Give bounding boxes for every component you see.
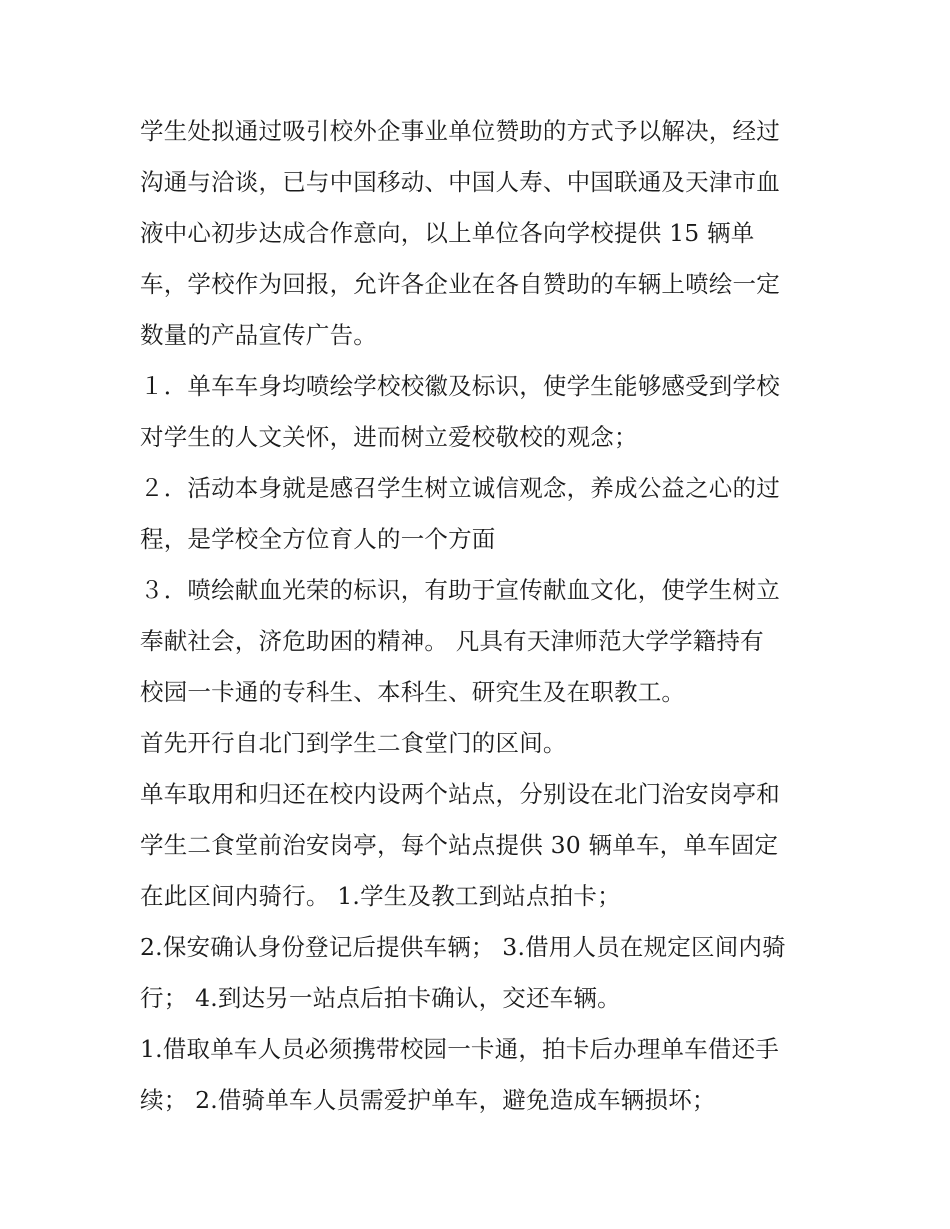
text-line: 奉献社会，济危助困的精神。 凡具有天津师范大学学籍持有 xyxy=(140,627,764,655)
text-line: 校园一卡通的专科生、本科生、研究生及在职教工。 xyxy=(140,678,686,706)
text-line: 车，学校作为回报，允许各企业在各自赞助的车辆上喷绘一定 xyxy=(140,270,780,298)
list-item-1: １．单车车身均喷绘学校校徽及标识，使学生能够感受到学校 xyxy=(140,372,780,400)
list-item-2: ２．活动本身就是感召学生树立诚信观念，养成公益之心的过 xyxy=(140,474,780,502)
text-line: 程，是学校全方位育人的一个方面 xyxy=(140,525,496,553)
text-line: 续； 2.借骑单车人员需爱护单车，避免造成车辆损坏； xyxy=(140,1086,716,1114)
text-line: 在此区间内骑行。 1.学生及教工到站点拍卡； xyxy=(140,882,621,910)
text-line: 行； 4.到达另一站点后拍卡确认，交还车辆。 xyxy=(140,984,621,1012)
text-line: 单车取用和归还在校内设两个站点，分别设在北门治安岗亭和 xyxy=(140,780,780,808)
text-line: 学生二食堂前治安岗亭，每个站点提供 30 辆单车，单车固定 xyxy=(140,831,779,859)
text-line: 数量的产品宣传广告。 xyxy=(140,321,377,349)
document-body xyxy=(140,106,830,1126)
text-line: 首先开行自北门到学生二食堂门的区间。 xyxy=(140,729,567,757)
text-line: 沟通与洽谈，已与中国移动、中国人寿、中国联通及天津市血 xyxy=(140,168,780,196)
list-item-3: ３．喷绘献血光荣的标识，有助于宣传献血文化，使学生树立 xyxy=(140,576,780,604)
text-line: 1.借取单车人员必须携带校园一卡通，拍卡后办理单车借还手 xyxy=(140,1035,780,1063)
text-line: 学生处拟通过吸引校外企事业单位赞助的方式予以解决，经过 xyxy=(140,117,780,145)
text-line: 2.保安确认身份登记后提供车辆； 3.借用人员在规定区间内骑 xyxy=(140,933,786,961)
text-line: 对学生的人文关怀，进而树立爱校敬校的观念； xyxy=(140,423,638,451)
text-line: 液中心初步达成合作意向，以上单位各向学校提供 15 辆单 xyxy=(140,219,755,247)
